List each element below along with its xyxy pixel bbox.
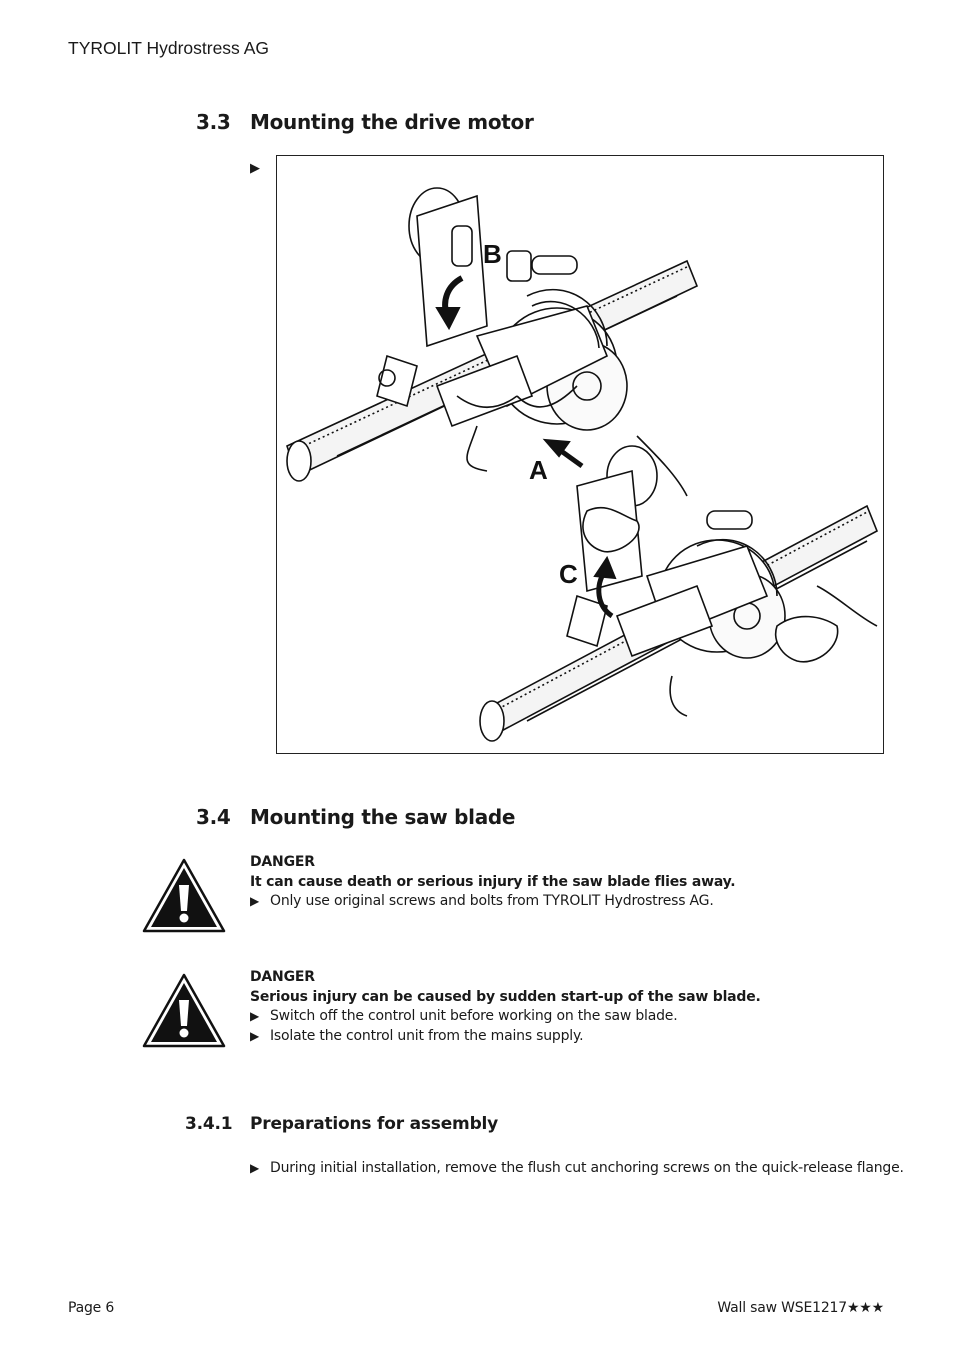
warning-heading: DANGER <box>250 854 315 870</box>
danger-icon <box>141 972 227 1055</box>
bullet-arrow-icon: ▶ <box>250 894 260 908</box>
assembly-step: ▶ During initial installation, remove the flush cut anchoring screws on the quick-release flange. <box>250 1159 910 1179</box>
warning-action: ▶ Isolate the control unit from the mains supply. <box>250 1027 761 1047</box>
warning-block <box>250 853 735 912</box>
warning-statement: It can cause death or serious injury if the saw blade flies away. <box>250 873 736 890</box>
bullet-arrow-icon: ▶ <box>250 1161 260 1175</box>
danger-icon <box>141 857 227 940</box>
company-header: TYROLIT Hydrostress AG <box>68 38 269 58</box>
section-number: 3.3 <box>196 110 231 134</box>
subsection-title: Preparations for assembly <box>250 1114 499 1134</box>
warning-heading: DANGER <box>250 969 315 985</box>
drive-motor-illustration <box>277 156 883 753</box>
drive-motor-figure <box>276 155 884 754</box>
product-name: Wall saw WSE1217★★★ <box>717 1300 884 1316</box>
warning-block <box>250 968 761 1046</box>
subsection-number: 3.4.1 <box>185 1114 233 1134</box>
section-number: 3.4 <box>196 805 231 829</box>
section-title: Mounting the saw blade <box>250 805 516 829</box>
warning-action: ▶ Only use original screws and bolts from TYROLIT Hydrostress AG. <box>250 892 735 912</box>
label-c: C <box>559 559 578 589</box>
step-arrow-icon: ▶ <box>250 160 260 175</box>
bullet-arrow-icon: ▶ <box>250 1028 260 1043</box>
warning-action: ▶ Switch off the control unit before working on the saw blade. <box>250 1007 761 1027</box>
warning-statement: Serious injury can be caused by sudden start-up of the saw blade. <box>250 988 761 1005</box>
label-a: A <box>529 455 548 485</box>
label-b: B <box>483 239 502 269</box>
section-title: Mounting the drive motor <box>250 110 534 134</box>
page-number: Page 6 <box>68 1300 115 1316</box>
bullet-arrow-icon: ▶ <box>250 1009 260 1023</box>
